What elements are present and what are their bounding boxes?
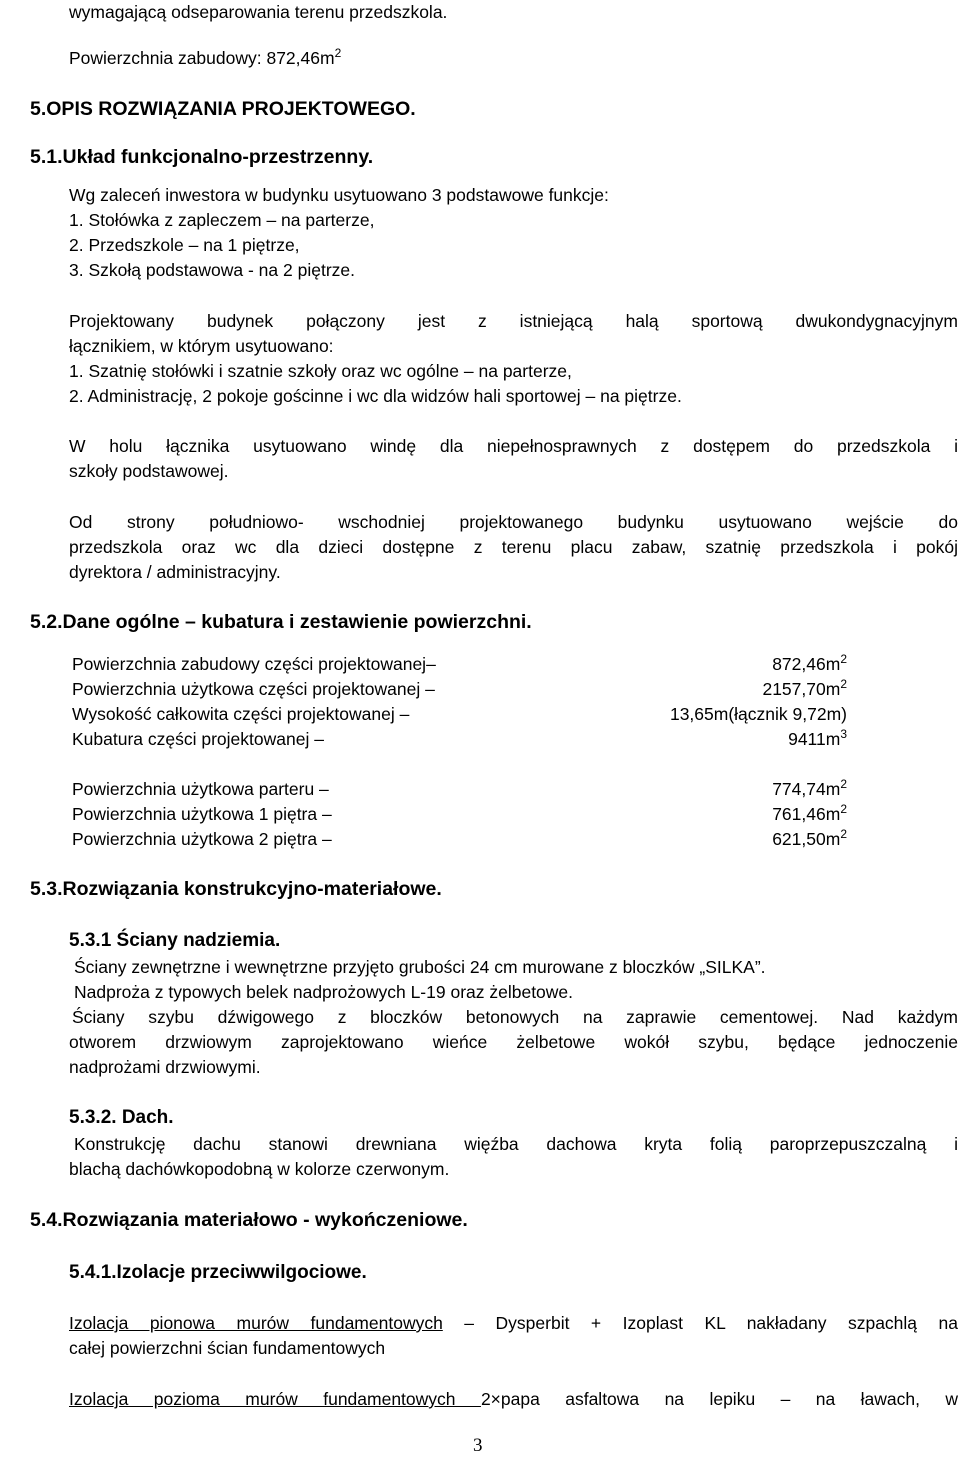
- paragraph-line: Konstrukcję dachu stanowi drewniana więźba dachowa kryta folią paroprzepuszczalną i: [74, 1134, 958, 1154]
- section-heading-5-3: 5.3.Rozwiązania konstrukcyjno-materiałowe.: [30, 878, 442, 900]
- subsection-heading-5-4-1: 5.4.1.Izolacje przeciwwilgociowe.: [69, 1262, 367, 1283]
- list-item: 1. Stołówka z zapleczem – na parterze,: [69, 210, 375, 230]
- paragraph-line: Nadproża z typowych belek nadprożowych L-19 oraz żelbetowe.: [74, 982, 574, 1002]
- subsection-heading-5-3-1: 5.3.1 Ściany nadziemia.: [69, 930, 281, 951]
- section-heading-5-2: 5.2.Dane ogólne – kubatura i zestawienie powierzchni.: [30, 611, 532, 633]
- paragraph-line: nadprożami drzwiowymi.: [69, 1057, 261, 1077]
- paragraph-line: Od strony południowo- wschodniej projektowanego budynku usytuowano wejście do: [69, 512, 958, 532]
- stat-row: Wysokość całkowita części projektowanej – 13,65m(łącznik 9,72m): [72, 704, 847, 724]
- building-area-line: Powierzchnia zabudowy: $872,46m^2$: [69, 46, 342, 68]
- list-item: 1. Szatnię stołówki i szatnie szkoły oraz wc ogólne – na parterze,: [69, 361, 572, 381]
- paragraph-line: dyrektora / administracyjny.: [69, 562, 281, 582]
- paragraph-line: Projektowany budynek połączony jest z istniejącą halą sportową dwukondygnacyjnym: [69, 311, 958, 331]
- section-heading-5-4: 5.4.Rozwiązania materiałowo - wykończeniowe.: [30, 1209, 468, 1231]
- stat-row: Powierzchnia użytkowa 1 piętra – $761,46m^2$: [72, 802, 847, 824]
- paragraph-line: całej powierzchni ścian fundamentowych: [69, 1338, 386, 1358]
- text-line: wymagającą odseparowania terenu przedszkola.: [69, 2, 448, 22]
- paragraph-line: Ściany szybu dźwigowego z bloczków betonowych na zaprawie cementowej. Nad każdym: [72, 1007, 958, 1027]
- functions-intro: Wg zaleceń inwestora w budynku usytuowano 3 podstawowe funkcje:: [69, 185, 609, 205]
- stat-row: Kubatura części projektowanej – $9411m^3$: [72, 727, 847, 749]
- stat-row: Powierzchnia zabudowy części projektowanej– $872,46m^2$: [72, 652, 847, 674]
- paragraph-line: otworem drzwiowym zaprojektowano wieńce żelbetowe wokół szybu, będące jednoczenie: [69, 1032, 958, 1052]
- paragraph-line: łącznikiem, w którym usytuowano:: [69, 336, 334, 356]
- section-heading-5-1: 5.1.Układ funkcjonalno-przestrzenny.: [30, 146, 374, 168]
- paragraph-line: W holu łącznika usytuowano windę dla niepełnosprawnych z dostępem do przedszkola i: [69, 436, 958, 456]
- paragraph-line: szkoły podstawowej.: [69, 461, 229, 481]
- section-heading-5: 5.OPIS ROZWIĄZANIA PROJEKTOWEGO.: [30, 98, 416, 120]
- subsection-heading-5-3-2: 5.3.2. Dach.: [69, 1107, 174, 1128]
- paragraph-line: blachą dachówkopodobną w kolorze czerwonym.: [69, 1159, 450, 1179]
- list-item: 2. Przedszkole – na 1 piętrze,: [69, 235, 300, 255]
- stat-row: Powierzchnia użytkowa parteru – $774,74m^2$: [72, 777, 847, 799]
- paragraph-line: Ściany zewnętrzne i wewnętrzne przyjęto grubości 24 cm murowane z bloczków „SILKA”.: [74, 957, 766, 977]
- paragraph-line: przedszkola oraz wc dla dzieci dostępne z terenu placu zabaw, szatnię przedszkola i pokój: [69, 537, 958, 557]
- page-number: 3: [473, 1435, 483, 1456]
- stat-row: Powierzchnia użytkowa 2 piętra – $621,50m^2$: [72, 827, 847, 849]
- list-item: 2. Administrację, 2 pokoje gościnne i wc dla widzów hali sportowej – na piętrze.: [69, 386, 682, 406]
- paragraph-line: Izolacja pionowa murów fundamentowych – Dysperbit + Izoplast KL nakładany szpachlą na: [69, 1313, 958, 1333]
- stat-row: Powierzchnia użytkowa części projektowanej – $2157,70m^2$: [72, 677, 847, 699]
- paragraph-line: Izolacja pozioma murów fundamentowych 2×papa asfaltowa na lepiku – na ławach, w: [69, 1389, 958, 1409]
- list-item: 3. Szkołą podstawowa - na 2 piętrze.: [69, 260, 355, 280]
